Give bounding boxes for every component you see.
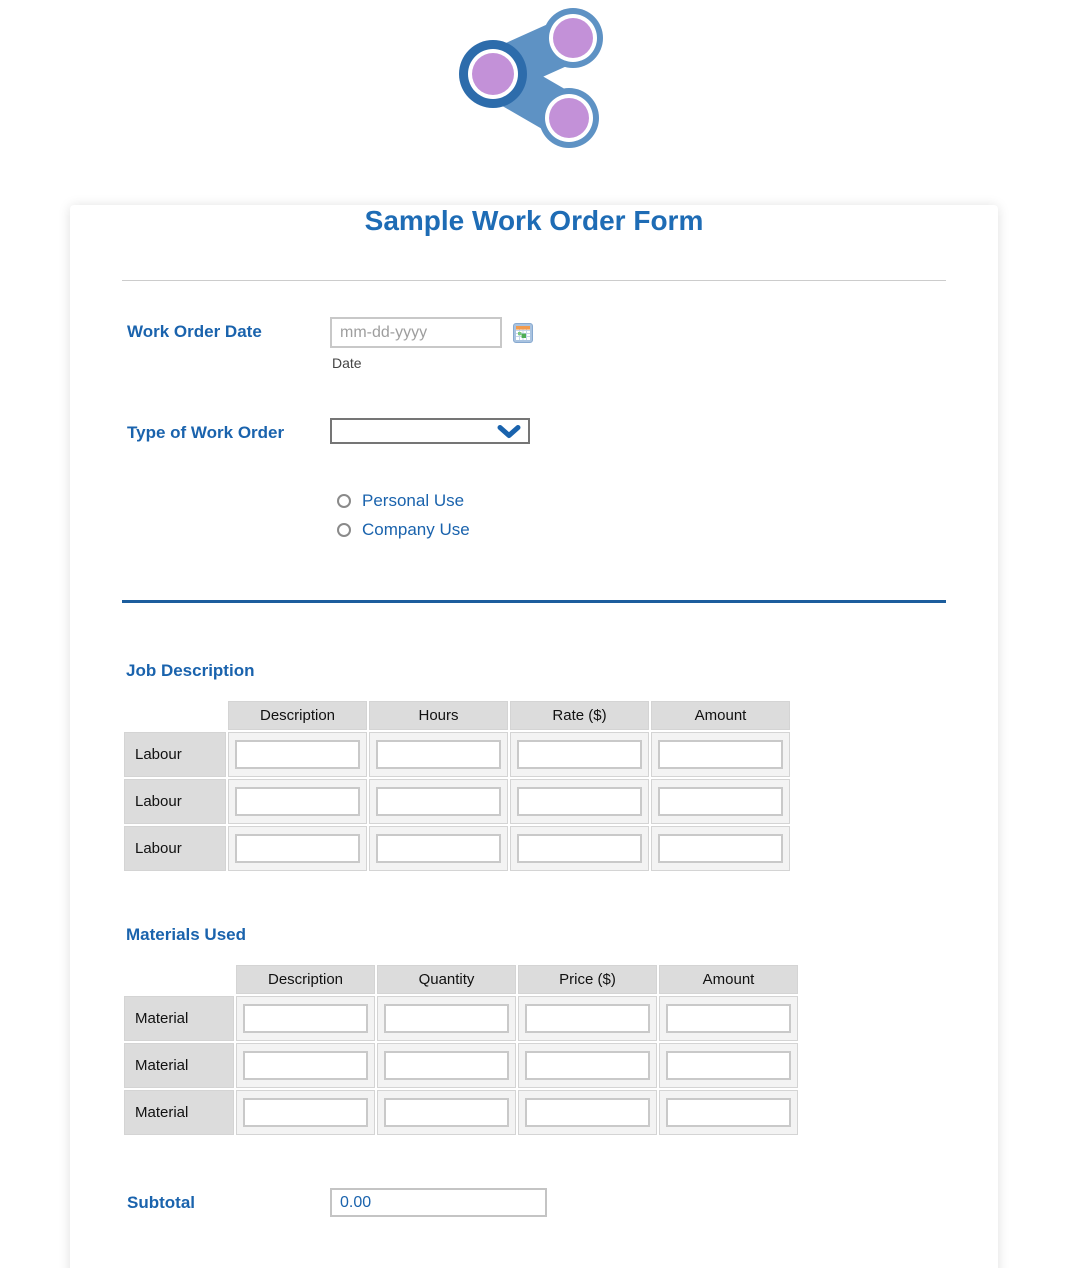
work-order-date-field (122, 317, 946, 371)
table-row (124, 1043, 798, 1088)
work-order-date-label: Work Order Date (127, 322, 262, 341)
job-description-table (122, 699, 792, 873)
cell-input[interactable] (658, 834, 783, 863)
row-header: Material (124, 996, 234, 1041)
share-nodes-logo-icon (459, 8, 609, 148)
select-selected-value (332, 417, 344, 439)
subtotal-field (122, 1188, 946, 1217)
job-description-heading: Job Description (126, 661, 255, 680)
table-corner (124, 701, 226, 730)
table-cell (510, 732, 649, 777)
cell-input[interactable] (525, 1051, 650, 1080)
materials-used-table (122, 963, 800, 1137)
radio-label: Personal Use (362, 491, 465, 510)
cell-input[interactable] (517, 834, 642, 863)
table-header-row (124, 965, 798, 994)
cell-input[interactable] (384, 1004, 509, 1033)
column-header: Hours (369, 701, 508, 730)
radio-icon (337, 523, 351, 537)
table-cell (377, 1090, 516, 1135)
title-divider (122, 280, 946, 281)
column-header: Quantity (377, 965, 516, 994)
column-header: Price ($) (518, 965, 657, 994)
table-cell (651, 779, 790, 824)
table-cell (369, 779, 508, 824)
table-row (124, 1090, 798, 1135)
table-corner (124, 965, 234, 994)
chevron-down-icon (497, 424, 521, 439)
table-row (124, 996, 798, 1041)
table-cell (659, 1043, 798, 1088)
table-cell (518, 1090, 657, 1135)
table-cell (228, 826, 367, 871)
table-cell (236, 996, 375, 1041)
cell-input[interactable] (666, 1004, 791, 1033)
radio-label: Company Use (362, 520, 470, 539)
column-header: Description (236, 965, 375, 994)
cell-input[interactable] (384, 1051, 509, 1080)
table-cell (236, 1043, 375, 1088)
table-cell (510, 826, 649, 871)
type-of-work-order-field (122, 418, 946, 444)
cell-input[interactable] (235, 740, 360, 769)
radio-option-company-use[interactable] (337, 520, 946, 540)
table-row (124, 779, 790, 824)
cell-input[interactable] (235, 787, 360, 816)
table-cell (518, 1043, 657, 1088)
cell-input[interactable] (658, 787, 783, 816)
form-title: Sample Work Order Form (364, 205, 704, 236)
calendar-icon[interactable] (513, 323, 533, 343)
table-cell (228, 732, 367, 777)
subtotal-input[interactable] (330, 1188, 547, 1217)
cell-input[interactable] (243, 1051, 368, 1080)
row-header: Material (124, 1043, 234, 1088)
table-cell (659, 1090, 798, 1135)
cell-input[interactable] (517, 787, 642, 816)
radio-icon (337, 494, 351, 508)
cell-input[interactable] (243, 1004, 368, 1033)
cell-input[interactable] (243, 1098, 368, 1127)
cell-input[interactable] (235, 834, 360, 863)
cell-input[interactable] (376, 834, 501, 863)
table-cell (236, 1090, 375, 1135)
column-header: Amount (659, 965, 798, 994)
table-cell (651, 826, 790, 871)
cell-input[interactable] (666, 1051, 791, 1080)
cell-input[interactable] (384, 1098, 509, 1127)
table-cell (228, 779, 367, 824)
subtotal-label: Subtotal (127, 1193, 195, 1212)
table-cell (510, 779, 649, 824)
type-of-work-order-label: Type of Work Order (127, 423, 285, 442)
type-of-work-order-select[interactable] (330, 418, 530, 444)
work-order-date-input[interactable] (330, 317, 502, 348)
cell-input[interactable] (525, 1098, 650, 1127)
table-cell (518, 996, 657, 1041)
materials-used-heading: Materials Used (126, 925, 246, 944)
column-header: Rate ($) (510, 701, 649, 730)
table-cell (377, 996, 516, 1041)
cell-input[interactable] (376, 740, 501, 769)
form-logo (459, 8, 609, 148)
cell-input[interactable] (658, 740, 783, 769)
table-cell (369, 826, 508, 871)
table-cell (377, 1043, 516, 1088)
table-header-row (124, 701, 790, 730)
cell-input[interactable] (517, 740, 642, 769)
row-header: Material (124, 1090, 234, 1135)
table-cell (369, 732, 508, 777)
table-row (124, 732, 790, 777)
date-sublabel: Date (332, 355, 362, 371)
section-divider (122, 600, 946, 603)
row-header: Labour (124, 779, 226, 824)
table-cell (659, 996, 798, 1041)
row-header: Labour (124, 826, 226, 871)
row-header: Labour (124, 732, 226, 777)
cell-input[interactable] (525, 1004, 650, 1033)
form-card (70, 205, 998, 1268)
usage-radio-group (122, 491, 946, 540)
table-cell (651, 732, 790, 777)
radio-option-personal-use[interactable] (337, 491, 946, 511)
cell-input[interactable] (376, 787, 501, 816)
table-row (124, 826, 790, 871)
column-header: Description (228, 701, 367, 730)
column-header: Amount (651, 701, 790, 730)
cell-input[interactable] (666, 1098, 791, 1127)
